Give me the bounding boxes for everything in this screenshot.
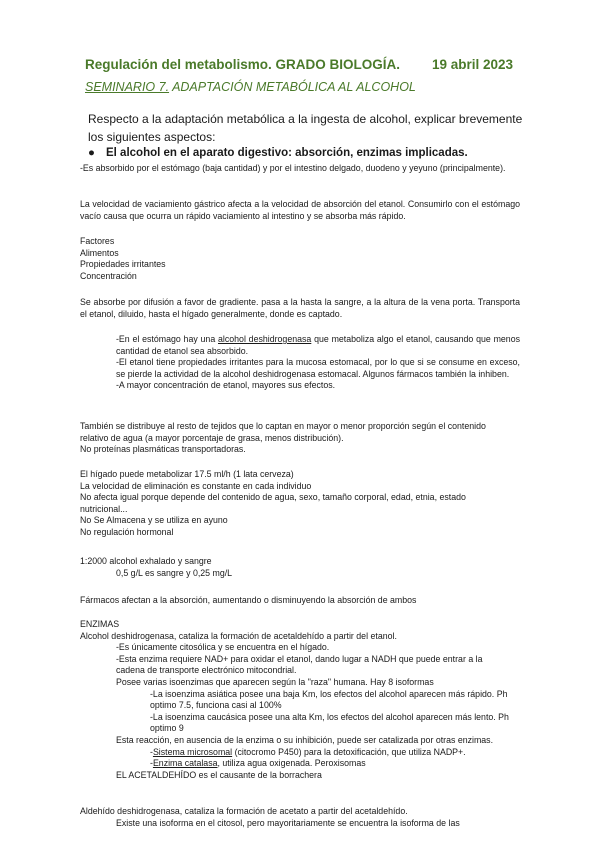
aldh-paragraph: Aldehído deshidrogenasa, cataliza la formación de acetato a partir del acetaldehído. [80,806,408,816]
list-item: -La isoenzima asiática posee una baja Km, los efectos del alcohol aparecen más rápido. Ph [150,688,508,699]
list-item: -Sistema microsomal (citocromo P450) para la detoxificación, que utiliza NADP+. [150,746,466,757]
aldh-section [80,806,530,829]
stomach-note: -El etanol tiene propiedades irritantes para la mucosa estomacal, por lo que si se consume en exceso, se pierde la actividad de la alcohol deshidrogenasa estomacal. Algunos fármacos también la inhiben. [116,357,520,379]
header-date: 19 abril 2023 [432,57,514,72]
text-line: 1:2000 alcohol exhalado y sangre [80,556,212,566]
text-line: relativo de agua (a mayor porcentaje de grasa, menos distribución). [80,432,344,443]
liver-paragraph [80,469,530,539]
enzymes-section [80,619,530,781]
stomach-notes [116,334,520,392]
list-item: optimo 9 [150,723,184,734]
distribution-paragraph [80,421,530,456]
enzymes-heading: ENZIMAS [80,619,120,629]
bullet-text: El alcohol en el aparato digestivo: absorción, enzimas implicadas. [106,147,468,159]
text-line: 0,5 g/L es sangre y 0,25 mg/L [116,567,233,578]
list-item: Propiedades irritantes [80,259,166,270]
drugs-paragraph: Fármacos afectan a la absorción, aumentando o disminuyendo la absorción de ambos [80,595,417,605]
text-line: nutricional... [80,503,128,514]
stomach-note: -A mayor concentración de etanol, mayores sus efectos. [116,380,336,391]
adh-paragraph: Alcohol deshidrogenasa, cataliza la formación de acetaldehído a partir del etanol. [80,630,397,641]
seminar-title: ADAPTACIÓN METABÓLICA AL ALCOHOL [172,80,416,94]
list-item: Alimentos [80,247,119,258]
ratio-block [80,556,520,579]
list-item: optimo 7.5, funciona casi al 100% [150,700,282,711]
seminar-heading [85,80,416,94]
text-line: No Se Almacena y se utiliza en ayuno [80,515,228,526]
meos-name: Sistema microsomal [152,746,233,757]
text-line: También se distribuye al resto de tejidos que lo captan en mayor o menor proporción según el contenido [80,421,486,431]
text-line: La velocidad de eliminación es constante en cada individuo [80,480,312,491]
header-title: Regulación del metabolismo. GRADO BIOLOGÍA. [85,57,401,72]
text-line: No afecta igual porque depende del contenido de agua, sexo, tamaño corporal, edad, etnia, estado [80,492,466,503]
list-item: Factores [80,236,115,246]
diffusion-paragraph: Se absorbe por difusión a favor de gradiente. pasa a la hasta la sangre, a la altura de la vena porta. Transporta el etanol, diluido, hasta el hígado generalmente, donde es captado. [80,297,520,319]
catalase-name: Enzima catalasa [152,758,218,769]
bullet-heading [88,147,468,159]
list-item: -Enzima catalasa, utiliza agua oxigenada. Peroxisomas [150,758,366,769]
emptying-paragraph: La velocidad de vaciamiento gástrico afecta a la velocidad de absorción del etanol. Consumirlo con el estómago vacío causa que ocurra un rápido vaciamiento al intestino y se absorba más rápido. [80,199,520,221]
list-item: -Esta enzima requiere NAD+ para oxidar el etanol, dando lugar a NADH que puede entrar a la [116,653,483,664]
intro-paragraph: Respecto a la adaptación metabólica a la ingesta de alcohol, explicar brevemente los siguientes aspectos: [88,112,523,144]
absorption-paragraph: -Es absorbido por el estómago (baja cantidad) y por el intestino delgado, duodeno y yeyuno (principalmente). [80,163,506,173]
list-item: -La isoenzima caucásica posee una alta Km, los efectos del alcohol aparecen más lento. Ph [150,711,509,722]
bullet-icon: ● [88,147,95,159]
stomach-note: -En el estómago hay una alcohol deshidrogenasa que metaboliza algo el etanol, causando que menos cantidad de etanol sea absorbido. [116,334,520,356]
list-item: cadena de transporte electrónico mitocondrial. [116,665,297,676]
text-line: El hígado puede metabolizar 17.5 ml/h (1 lata cerveza) [80,469,294,479]
text-line: No regulación hormonal [80,526,174,537]
list-item: Concentración [80,270,137,281]
text-line: No proteínas plasmáticas transportadoras. [80,444,246,455]
isoenzymes-line: Posee varias isoenzimas que aparecen según la "raza" humana. Hay 8 isoformas [116,676,434,687]
acetaldehyde-line: EL ACETALDEHÍDO es el causante de la borrachera [116,769,322,780]
seminar-label: SEMINARIO 7. [85,80,170,94]
list-item: -Es únicamente citosólica y se encuentra en el hígado. [116,642,330,653]
adh-link-text: alcohol deshidrogenasa [218,334,312,344]
reaction-line: Esta reacción, en ausencia de la enzima o su inhibición, puede ser catalizada por otras enzimas. [116,734,494,745]
list-item: Existe una isoforma en el citosol, pero mayoritariamente se encuentra la isoforma de las [116,817,460,828]
factors-list [80,236,520,282]
